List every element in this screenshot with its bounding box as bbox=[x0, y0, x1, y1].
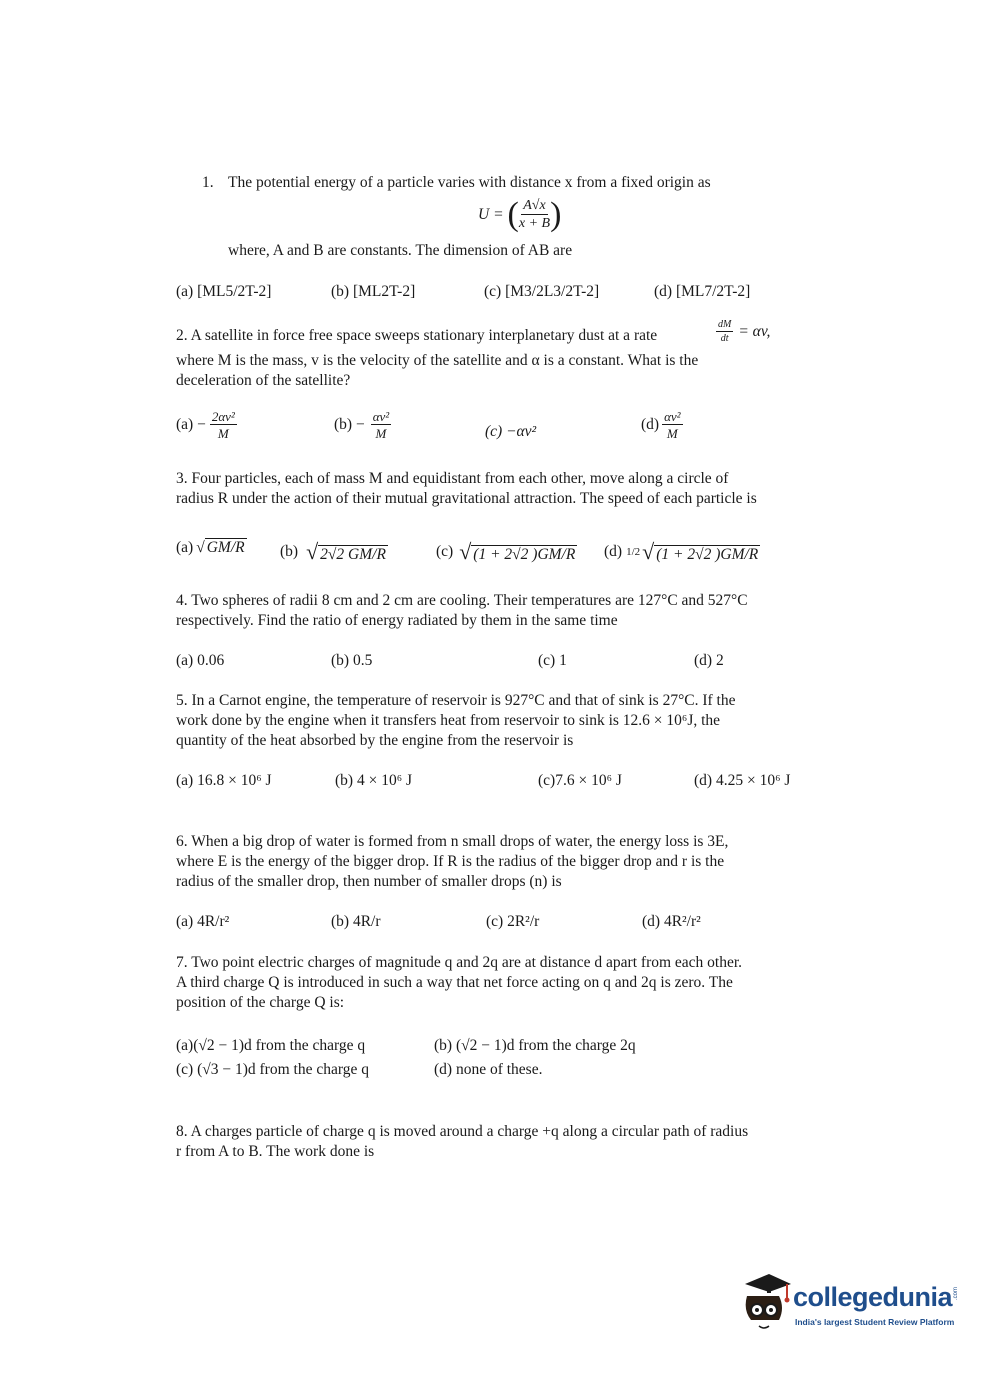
q2-option-d-label: (d) bbox=[641, 416, 660, 433]
q3-line1: 3. Four particles, each of mass M and equidistant from each other, move along a circle of bbox=[176, 470, 729, 487]
q5-option-a: (a) 16.8 × 10⁶ J bbox=[176, 772, 272, 789]
q5-line3: quantity of the heat absorbed by the engine from the reservoir is bbox=[176, 732, 574, 749]
q3-option-d bbox=[604, 539, 760, 565]
q1-formula-num: A√x bbox=[523, 198, 546, 213]
q1-formula-den: x + B bbox=[518, 216, 551, 231]
q2-option-a-num: 2αv² bbox=[211, 409, 235, 424]
q2-line1: 2. A satellite in force free space sweeps stationary interplanetary dust at a rate bbox=[176, 327, 658, 344]
q6-line2: where E is the energy of the bigger drop. If R is the radius of the bigger drop and r is the bbox=[176, 853, 725, 870]
logo-name: collegedunia bbox=[793, 1282, 953, 1312]
q4-option-c: (c) 1 bbox=[538, 652, 567, 669]
q2-option-b-den: M bbox=[375, 426, 387, 441]
q2-line2: where M is the mass, v is the velocity of the satellite and α is a constant. What is the bbox=[176, 352, 699, 369]
q3-option-b bbox=[280, 539, 388, 565]
q2-option-b-frac bbox=[371, 410, 392, 440]
q5-option-d: (d) 4.25 × 10⁶ J bbox=[694, 772, 791, 789]
q5-line1: 5. In a Carnot engine, the temperature of reservoir is 927°C and that of sink is 27°C. If the bbox=[176, 692, 736, 709]
q4-option-a: (a) 0.06 bbox=[176, 652, 225, 669]
q1-option-c: (c) [M3/2L3/2T-2] bbox=[484, 283, 600, 300]
q1-number: 1. bbox=[202, 174, 214, 191]
q2-rate-num: dM bbox=[718, 319, 732, 330]
collegedunia-logo bbox=[735, 1270, 975, 1350]
q2-rate-den: dt bbox=[720, 333, 729, 344]
q4-option-d: (d) 2 bbox=[694, 652, 724, 669]
q2-rate-fraction bbox=[716, 320, 733, 344]
q1-formula-fraction bbox=[519, 199, 550, 231]
q3-option-a bbox=[176, 539, 247, 557]
q3-option-a-label: (a) bbox=[176, 539, 194, 556]
q4-line2: respectively. Find the ratio of energy radiated by them in the same time bbox=[176, 612, 618, 629]
q6-option-b: (b) 4R/r bbox=[331, 913, 381, 930]
q3-option-a-rad: GM/R bbox=[206, 539, 245, 556]
q1-formula-lhs: U = bbox=[478, 206, 504, 223]
q2-option-a-label: (a) − bbox=[176, 416, 206, 433]
q2-option-a-den: M bbox=[217, 426, 229, 441]
q1-option-d: (d) [ML7/2T-2] bbox=[654, 283, 751, 300]
logo-tagline: India's largest Student Review Platform bbox=[795, 1317, 955, 1327]
q6-option-c: (c) 2R²/r bbox=[486, 913, 540, 930]
q1-where: where, A and B are constants. The dimension of AB are bbox=[228, 242, 573, 259]
q3-option-d-rad: (1 + 2√2 )GM/R bbox=[656, 546, 759, 563]
q3-line2: radius R under the action of their mutual gravitational attraction. The speed of each particle is bbox=[176, 490, 757, 507]
q3-option-b-label: (b) bbox=[280, 543, 299, 560]
q7-line2: A third charge Q is introduced in such a way that net force acting on q and 2q is zero. The bbox=[176, 974, 733, 991]
q4-option-b: (b) 0.5 bbox=[331, 652, 373, 669]
q3-option-c bbox=[436, 539, 577, 565]
q3-option-b-rad: 2√2 GM/R bbox=[320, 546, 386, 563]
q2-option-a bbox=[176, 410, 237, 440]
q3-option-c-sqrt: √ (1 + 2√2 )GM/R bbox=[459, 539, 576, 564]
q5-line2: work done by the engine when it transfers heat from reservoir to sink is 12.6 × 10⁶J, the bbox=[176, 712, 721, 729]
logo-suffix: .com bbox=[953, 1286, 959, 1300]
q7-line1: 7. Two point electric charges of magnitude q and 2q are at distance d apart from each other. bbox=[176, 954, 743, 971]
left-paren: ( bbox=[507, 196, 519, 233]
q8-line2: r from A to B. The work done is bbox=[176, 1143, 375, 1160]
q3-option-d-prefix: 1/2 bbox=[626, 546, 641, 558]
q7-option-a: (a)(√2 − 1)d from the charge q bbox=[176, 1037, 366, 1054]
q7-option-b: (b) (√2 − 1)d from the charge 2q bbox=[434, 1037, 636, 1054]
q6-option-a: (a) 4R/r² bbox=[176, 913, 230, 930]
q2-option-d-den: M bbox=[666, 426, 678, 441]
q2-option-b-label: (b) − bbox=[334, 416, 365, 433]
q3-option-b-sqrt: √ 2√2 GM/R bbox=[306, 539, 386, 564]
q3-option-d-sqrt: √ (1 + 2√2 )GM/R bbox=[642, 539, 759, 564]
q4-line1: 4. Two spheres of radii 8 cm and 2 cm are cooling. Their temperatures are 127°C and 527°C bbox=[176, 592, 748, 609]
q2-rate bbox=[716, 320, 770, 344]
q3-option-c-rad: (1 + 2√2 )GM/R bbox=[473, 546, 576, 563]
q5-option-c: (c)7.6 × 10⁶ J bbox=[538, 772, 622, 789]
q2-option-b bbox=[334, 410, 391, 440]
mascot-icon bbox=[735, 1270, 795, 1340]
q7-option-d: (d) none of these. bbox=[434, 1061, 543, 1078]
q7-option-c: (c) (√3 − 1)d from the charge q bbox=[176, 1061, 369, 1078]
q3-option-d-label: (d) bbox=[604, 543, 623, 560]
q2-option-a-frac bbox=[210, 410, 237, 440]
q2-option-d-frac bbox=[662, 410, 683, 440]
q2-option-d bbox=[641, 410, 683, 440]
q6-line1: 6. When a big drop of water is formed from n small drops of water, the energy loss is 3E, bbox=[176, 833, 729, 850]
q2-line3: deceleration of the satellite? bbox=[176, 372, 351, 389]
q8-line1: 8. A charges particle of charge q is moved around a charge +q along a circular path of radius bbox=[176, 1123, 749, 1140]
q2-rate-rhs: = αv, bbox=[738, 323, 771, 340]
right-paren: ) bbox=[550, 196, 562, 233]
q1-option-a: (a) [ML5/2T-2] bbox=[176, 283, 272, 300]
q2-option-b-num: αv² bbox=[372, 409, 390, 424]
q1-text: The potential energy of a particle varies with distance x from a fixed origin as bbox=[228, 174, 711, 191]
q7-line3: position of the charge Q is: bbox=[176, 994, 345, 1011]
q3-option-c-label: (c) bbox=[436, 543, 454, 560]
q1-formula bbox=[478, 196, 561, 234]
q6-line3: radius of the smaller drop, then number of smaller drops (n) is bbox=[176, 873, 562, 890]
q2-option-d-num: αv² bbox=[664, 409, 681, 424]
q6-option-d: (d) 4R²/r² bbox=[642, 913, 701, 930]
q5-option-b: (b) 4 × 10⁶ J bbox=[335, 772, 413, 789]
q2-option-c: (c) −αv² bbox=[485, 423, 537, 440]
q1-option-b: (b) [ML2T-2] bbox=[331, 283, 416, 300]
q3-option-a-sqrt: √ GM/R bbox=[196, 539, 245, 556]
